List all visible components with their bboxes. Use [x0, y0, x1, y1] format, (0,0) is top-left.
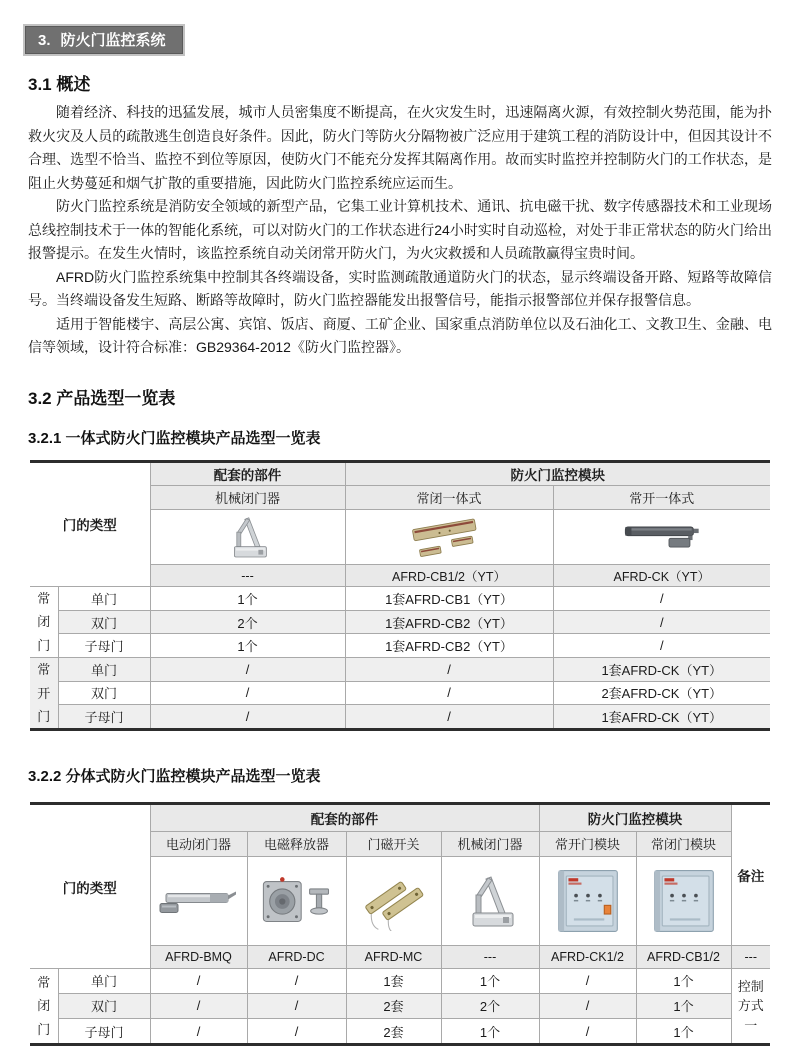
selection-heading: 3.2 产品选型一览表: [28, 388, 176, 408]
table-cell: 1套AFRD-CK（YT）: [553, 705, 770, 729]
door-kind: 单门: [58, 968, 150, 993]
paragraph: 随着经济、科技的迅猛发展，城市人员密集度不断提高，在火灾发生时，迅速隔离火源，有效控制火势范围，能为扑救火灾及人员的疏散逃生创造良好条件。因此，防火门等防火分隔物被广泛应用于建筑工程的消防设计中，但因其设计不合理、选型不恰当、监控不到位等原因，使防火门不能充分发挥其隔离作用。故而实时监控并控制防火门的工作状态，是阻止火势蔓延和烟气扩散的重要措施，因此防火门监控系统应运而生。: [28, 104, 772, 191]
product-image-cell: [150, 856, 247, 945]
table-cell: 1套: [346, 968, 441, 993]
normally-closed-module-icon: [646, 866, 722, 936]
table-cell: /: [150, 681, 345, 705]
paragraph: 适用于智能楼宇、高层公寓、宾馆、饭店、商厦、工矿企业、国家重点消防单位以及石油化工、文教卫生、金融、电信等领域，设计符合标准：GB29364-2012《防火门监控器》。: [28, 315, 772, 355]
table1-heading: 3.2.1 一体式防火门监控模块产品选型一览表: [28, 429, 321, 447]
door-type-header: 门的类型: [30, 805, 150, 968]
column-header-door-magnet: 门磁开关: [346, 831, 441, 856]
table-cell: /: [150, 658, 345, 682]
column-header-no-module: 常开门模块: [539, 831, 636, 856]
model-code: AFRD-DC: [247, 945, 346, 968]
electric-door-closer-icon: [154, 871, 244, 931]
magnetic-release-icon: [255, 871, 339, 931]
column-header-door-closer: 机械闭门器: [150, 486, 345, 510]
door-kind: 单门: [58, 587, 150, 611]
table-cell: /: [150, 968, 247, 993]
product-image-cell: [346, 856, 441, 945]
column-header-nc-module: 常闭门模块: [636, 831, 731, 856]
door-kind: 双门: [58, 681, 150, 705]
table-cell: 2套: [346, 993, 441, 1018]
model-code: AFRD-BMQ: [150, 945, 247, 968]
table-cell: /: [345, 705, 553, 729]
table-cell: /: [150, 993, 247, 1018]
table-cell: /: [345, 658, 553, 682]
row-group-label-nc: 常闭门: [30, 587, 58, 658]
column-header-door-closer: 机械闭门器: [441, 831, 539, 856]
ck-integrated-module-icon: [607, 513, 717, 561]
remark-header: 备注: [731, 805, 770, 945]
table-cell: /: [247, 1018, 346, 1043]
section-header: [25, 26, 183, 54]
table-cell: 2个: [441, 993, 539, 1018]
table-cell: /: [553, 634, 770, 658]
cb-integrated-module-icon: [394, 513, 504, 561]
door-kind: 双门: [58, 993, 150, 1018]
table-cell: 1个: [441, 968, 539, 993]
column-header-nc-integrated: 常闭一体式: [345, 486, 553, 510]
paragraph: 防火门监控系统是消防安全领域的新型产品，它集工业计算机技术、通讯、抗电磁干扰、数字传感器技术和工业现场总线控制技术于一体的智能化系统，可以对防火门的工作状态进行24小时实时自动巡检，对处于非正常状态的防火门给出报警提示。在发生火情时，该监控系统自动关闭常开防火门，为火灾救援和人员疏散赢得宝贵时间。: [28, 198, 772, 261]
model-code: AFRD-CB1/2: [636, 945, 731, 968]
column-group-modules: 防火门监控模块: [539, 805, 731, 831]
column-header-electric-closer: 电动闭门器: [150, 831, 247, 856]
table2-heading: 3.2.2 分体式防火门监控模块产品选型一览表: [28, 768, 321, 786]
door-closer-icon: [455, 870, 525, 932]
product-image-cell: [345, 510, 553, 565]
door-kind: 双门: [58, 610, 150, 634]
table-cell: /: [247, 968, 346, 993]
table-cell: 1个: [150, 634, 345, 658]
column-header-no-integrated: 常开一体式: [553, 486, 770, 510]
table-cell: 2套AFRD-CK（YT）: [553, 681, 770, 705]
door-type-header: 门的类型: [30, 463, 150, 587]
integrated-selection-table: [30, 463, 770, 729]
table-cell: /: [553, 610, 770, 634]
table-cell: 2套: [346, 1018, 441, 1043]
table-cell: 1个: [636, 993, 731, 1018]
product-image-cell: [150, 510, 345, 565]
overview-heading: 3.1 概述: [28, 75, 91, 94]
table-cell: 2个: [150, 610, 345, 634]
split-selection-table: [30, 805, 770, 1043]
normally-open-module-icon: [550, 866, 626, 936]
door-closer-icon: [213, 513, 283, 561]
model-code: ---: [441, 945, 539, 968]
door-kind: 单门: [58, 658, 150, 682]
column-header-magnetic-release: 电磁释放器: [247, 831, 346, 856]
table-cell: 1套AFRD-CB1（YT）: [345, 587, 553, 611]
row-group-label-no: 常开门: [30, 658, 58, 729]
product-image-cell: [441, 856, 539, 945]
paragraph: AFRD防火门监控系统集中控制其各终端设备，实时监测疏散通道防火门的状态，显示终端设备开路、短路等故障信号。当终端设备发生短路、断路等故障时，防火门监控器能发出报警信号，能指示报警部位并保存报警信息。: [28, 268, 772, 308]
door-magnet-switch-icon: [352, 871, 436, 931]
table-cell: /: [553, 587, 770, 611]
table-cell: /: [150, 1018, 247, 1043]
product-image-cell: [247, 856, 346, 945]
table-cell: /: [247, 993, 346, 1018]
integrated-selection-table-frame: [30, 460, 770, 732]
model-code: AFRD-CB1/2（YT）: [345, 565, 553, 587]
table-cell: 1个: [441, 1018, 539, 1043]
table-cell: /: [150, 705, 345, 729]
door-kind: 子母门: [58, 705, 150, 729]
column-group-modules: 防火门监控模块: [345, 463, 770, 486]
section-number: 3.: [38, 32, 51, 49]
overview-paragraphs: [28, 101, 772, 360]
column-group-parts: 配套的部件: [150, 463, 345, 486]
table-cell: 1套AFRD-CK（YT）: [553, 658, 770, 682]
product-image-cell: [636, 856, 731, 945]
model-code: ---: [731, 945, 770, 968]
remark-value: 控制方式一: [731, 968, 770, 1043]
table-cell: 1个: [636, 968, 731, 993]
product-image-cell: [539, 856, 636, 945]
model-code: AFRD-MC: [346, 945, 441, 968]
model-code: AFRD-CK（YT）: [553, 565, 770, 587]
column-group-parts: 配套的部件: [150, 805, 539, 831]
model-code: ---: [150, 565, 345, 587]
table-cell: /: [539, 1018, 636, 1043]
split-selection-table-frame: [30, 802, 770, 1046]
table-cell: 1个: [636, 1018, 731, 1043]
table-cell: 1套AFRD-CB2（YT）: [345, 610, 553, 634]
table-cell: 1个: [150, 587, 345, 611]
model-code: AFRD-CK1/2: [539, 945, 636, 968]
product-image-cell: [553, 510, 770, 565]
table-cell: /: [539, 993, 636, 1018]
row-group-label-nc: 常闭门: [30, 968, 58, 1043]
door-kind: 子母门: [58, 1018, 150, 1043]
table-cell: 1套AFRD-CB2（YT）: [345, 634, 553, 658]
page-title: 防火门监控系统: [60, 32, 166, 49]
door-kind: 子母门: [58, 634, 150, 658]
table-cell: /: [539, 968, 636, 993]
table-cell: /: [345, 681, 553, 705]
